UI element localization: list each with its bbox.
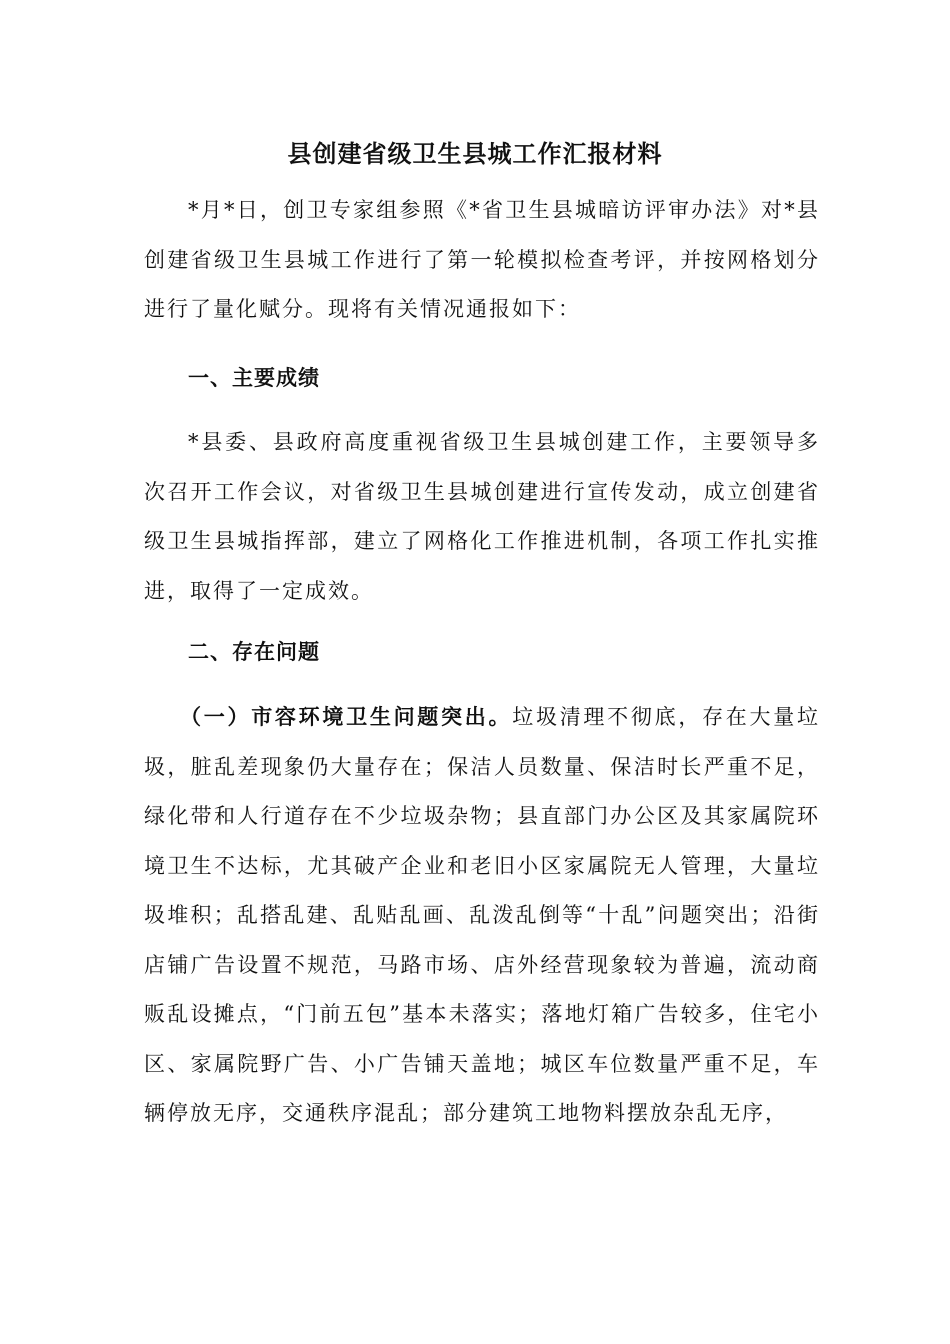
achievements-paragraph: *县委、县政府高度重视省级卫生县城创建工作，主要领导多次召开工作会议，对省级卫生县城创建进行宣传发动，成立创建省级卫生县城指挥部，建立了网格化工作推进机制，各项工作扎实推进，取得了一定成效。 — [144, 430, 820, 603]
problem-item-1-lead: （一）市容环境卫生问题突出。 — [180, 705, 513, 729]
problem-item-1-body: 垃圾清理不彻底，存在大量垃圾，脏乱差现象仍大量存在；保洁人员数量、保洁时长严重不足，绿化带和人行道存在不少垃圾杂物；县直部门办公区及其家属院环境卫生不达标，尤其破产企业和老旧小区家属院无人管理，大量垃圾堆积；乱搭乱建、乱贴乱画、乱泼乱倒等“十乱”问题突出；沿街店铺广告设置不规范，马路市场、店外经营现象较为普遍，流动商贩乱设摊点，“门前五包”基本未落实；落地灯箱广告较多，住宅小区、家属院野广告、小广告铺天盖地；城区车位数量严重不足，车辆停放无序，交通秩序混乱；部分建筑工地物料摆放杂乱无序， — [144, 705, 821, 1125]
problem-item-1-paragraph — [144, 693, 820, 1139]
section-heading-achievements: 一、主要成绩 — [188, 366, 320, 390]
document-title: 县创建省级卫生县城工作汇报材料 — [287, 140, 663, 168]
section-heading-problems: 二、存在问题 — [188, 640, 320, 664]
intro-paragraph: *月*日，创卫专家组参照《*省卫生县城暗访评审办法》对*县创建省级卫生县城工作进行了第一轮模拟检查考评，并按网格划分进行了量化赋分。现将有关情况通报如下： — [144, 198, 820, 321]
